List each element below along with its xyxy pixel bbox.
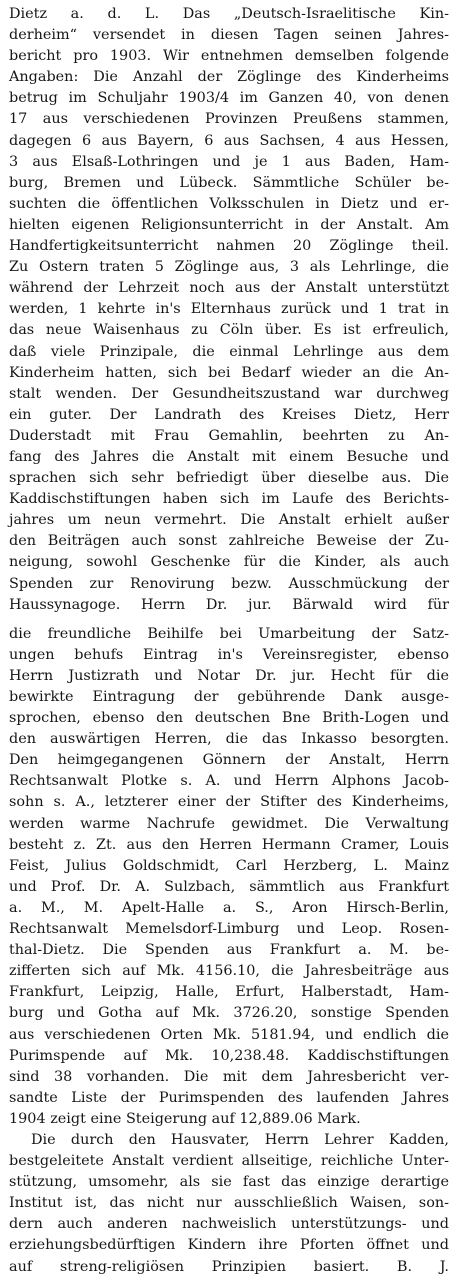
article-line: Kinderheim hatten, sich bei Bedarf wieder an die An-	[9, 364, 449, 381]
article-line: ungen behufs Eintrag in's Vereinsregister, ebenso	[9, 646, 449, 663]
article-line: burg und Gotha auf Mk. 3726.20, sonstige Spenden	[9, 1005, 449, 1022]
article-line: jahres um neun vermehrt. Die Anstalt erhielt außer	[9, 512, 449, 529]
article-line: Frankfurt, Leipzig, Halle, Erfurt, Halberstadt, Ham-	[9, 984, 449, 1001]
article-line: Dietz a. d. L. Das „Deutsch-Israelitische Kin-	[9, 6, 449, 22]
article-line: werden, 1 kehrte in's Elternhaus zurück und 1 trat in	[9, 301, 449, 318]
article-line: Rechtsanwalt Plotke s. A. und Herrn Alphons Jacob-	[9, 773, 449, 790]
article-line: den auswärtigen Herren, die das Inkasso besorgten.	[9, 731, 449, 748]
article-line: thal-Dietz. Die Spenden aus Frankfurt a. M. be-	[9, 942, 449, 959]
article-line: erziehungsbedürftigen Kindern ihre Pforten öffnet und	[9, 1237, 449, 1254]
article-line: zifferten sich auf Mk. 4156.10, die Jahresbeiträge aus	[9, 963, 449, 980]
article-line: Den heimgegangenen Gönnern der Anstalt, Herrn	[9, 752, 449, 769]
article-line: sprachen sich sehr befriedigt über dieselbe aus. Die	[9, 470, 449, 487]
article-line: a. M., M. Apelt-Halle a. S., Aron Hirsch-Berlin,	[9, 899, 449, 916]
article-line: Haussynagoge. Herrn Dr. jur. Bärwald wird für	[9, 596, 449, 613]
article-line: derheim“ versendet in diesen Tagen seinen Jahres-	[9, 27, 449, 44]
article-line: hielten eigenen Religionsunterricht in der Anstalt. Am	[9, 216, 449, 233]
article-line: bericht pro 1903. Wir entnehmen demselben folgende	[9, 48, 449, 65]
article-line: Purimspende auf Mk. 10,238.48. Kaddischstiftungen	[9, 1047, 449, 1064]
article-line: dagegen 6 aus Bayern, 6 aus Sachsen, 4 aus Hessen,	[9, 132, 449, 149]
article-line: Spenden zur Renovirung bezw. Ausschmückung der	[9, 575, 449, 592]
article-line: bestgeleitete Anstalt verdient allseitige, reichliche Unter-	[9, 1153, 449, 1170]
article-line: Handfertigkeitsunterricht nahmen 20 Zöglinge theil.	[9, 238, 449, 255]
article-line: 17 aus verschiedenen Provinzen Preußens stammen,	[9, 111, 449, 128]
article-line: betrug im Schuljahr 1903/4 im Ganzen 40, von denen	[9, 90, 449, 107]
article-line: stützung, umsomehr, als sie fast das einzige derartige	[9, 1174, 449, 1191]
article-line: Angaben: Die Anzahl der Zöglinge des Kinderheims	[9, 69, 449, 86]
article-line: Feist, Julius Goldschmidt, Carl Herzberg, L. Mainz	[9, 857, 449, 874]
article-line: Duderstadt mit Frau Gemahlin, beehrten zu An-	[9, 427, 449, 444]
article-line: bewirkte Eintragung der gebührende Dank ausge-	[9, 689, 449, 705]
article-line: Zu Ostern traten 5 Zöglinge aus, 3 als Lehrlinge, die	[9, 259, 449, 276]
article-line: Institut ist, das nicht nur ausschließlich Waisen, son-	[9, 1195, 449, 1212]
article-line: burg, Bremen und Lübeck. Sämmtliche Schüler be-	[9, 174, 449, 191]
article-line: daß viele Prinzipale, die einmal Lehrlinge aus dem	[9, 343, 449, 360]
article-line: das neue Waisenhaus zu Cöln über. Es ist erfreulich,	[9, 322, 449, 339]
article-line: werden warme Nachrufe gewidmet. Die Verwaltung	[9, 815, 449, 832]
article-line: 1904 zeigt eine Steigerung auf 12,889.06 Mark.	[9, 1110, 361, 1127]
article-line: stalt wenden. Der Gesundheitszustand war durchweg	[9, 385, 449, 402]
article-line: ein guter. Der Landrath des Kreises Dietz, Herr	[9, 406, 449, 423]
article-line: sohn s. A., letzterer einer der Stifter des Kinderheims,	[9, 794, 449, 811]
article-line: sind 38 vorhanden. Die mit dem Jahresbericht ver-	[9, 1068, 449, 1085]
article-line: neigung, sowohl Geschenke für die Kinder, als auch	[9, 554, 449, 571]
article-line: sprochen, ebenso den deutschen Bne Brith-Logen und	[9, 710, 449, 727]
article-line-signature: auf streng-religiösen Prinzipien basiert. B. J.	[9, 1258, 449, 1275]
article-line: sandte Liste der Purimspenden des laufenden Jahres	[9, 1089, 449, 1106]
article-line: den Beiträgen auch sonst zahlreiche Beweise der Zu-	[9, 533, 449, 550]
article-line: die freundliche Beihilfe bei Umarbeitung der Satz-	[9, 625, 449, 642]
article-line: aus verschiedenen Orten Mk. 5181.94, und endlich die	[9, 1026, 449, 1043]
article-line: Herrn Justizrath und Notar Dr. jur. Hecht für die	[9, 667, 449, 684]
article-line: Kaddischstiftungen haben sich im Laufe des Berichts-	[9, 491, 449, 508]
article-line: Die durch den Hausvater, Herrn Lehrer Kadden,	[31, 1131, 449, 1148]
article-line: suchten die öffentlichen Volksschulen in Dietz und er-	[9, 195, 449, 212]
article-line: und Prof. Dr. A. Sulzbach, sämmtlich aus Frankfurt	[9, 878, 449, 895]
article-line: besteht z. Zt. aus den Herren Hermann Cramer, Louis	[9, 836, 449, 853]
article-line: 3 aus Elsaß-Lothringen und je 1 aus Baden, Ham-	[9, 153, 449, 170]
article-column	[9, 4, 449, 1278]
article-line: dern auch anderen nachweislich unterstützungs- und	[9, 1216, 449, 1233]
article-line: während der Lehrzeit noch aus der Anstalt unterstützt	[9, 280, 449, 297]
article-line: Rechtsanwalt Memelsdorf-Limburg und Leop. Rosen-	[9, 921, 449, 938]
article-line: fang des Jahres die Anstalt mit einem Besuche und	[9, 448, 449, 465]
